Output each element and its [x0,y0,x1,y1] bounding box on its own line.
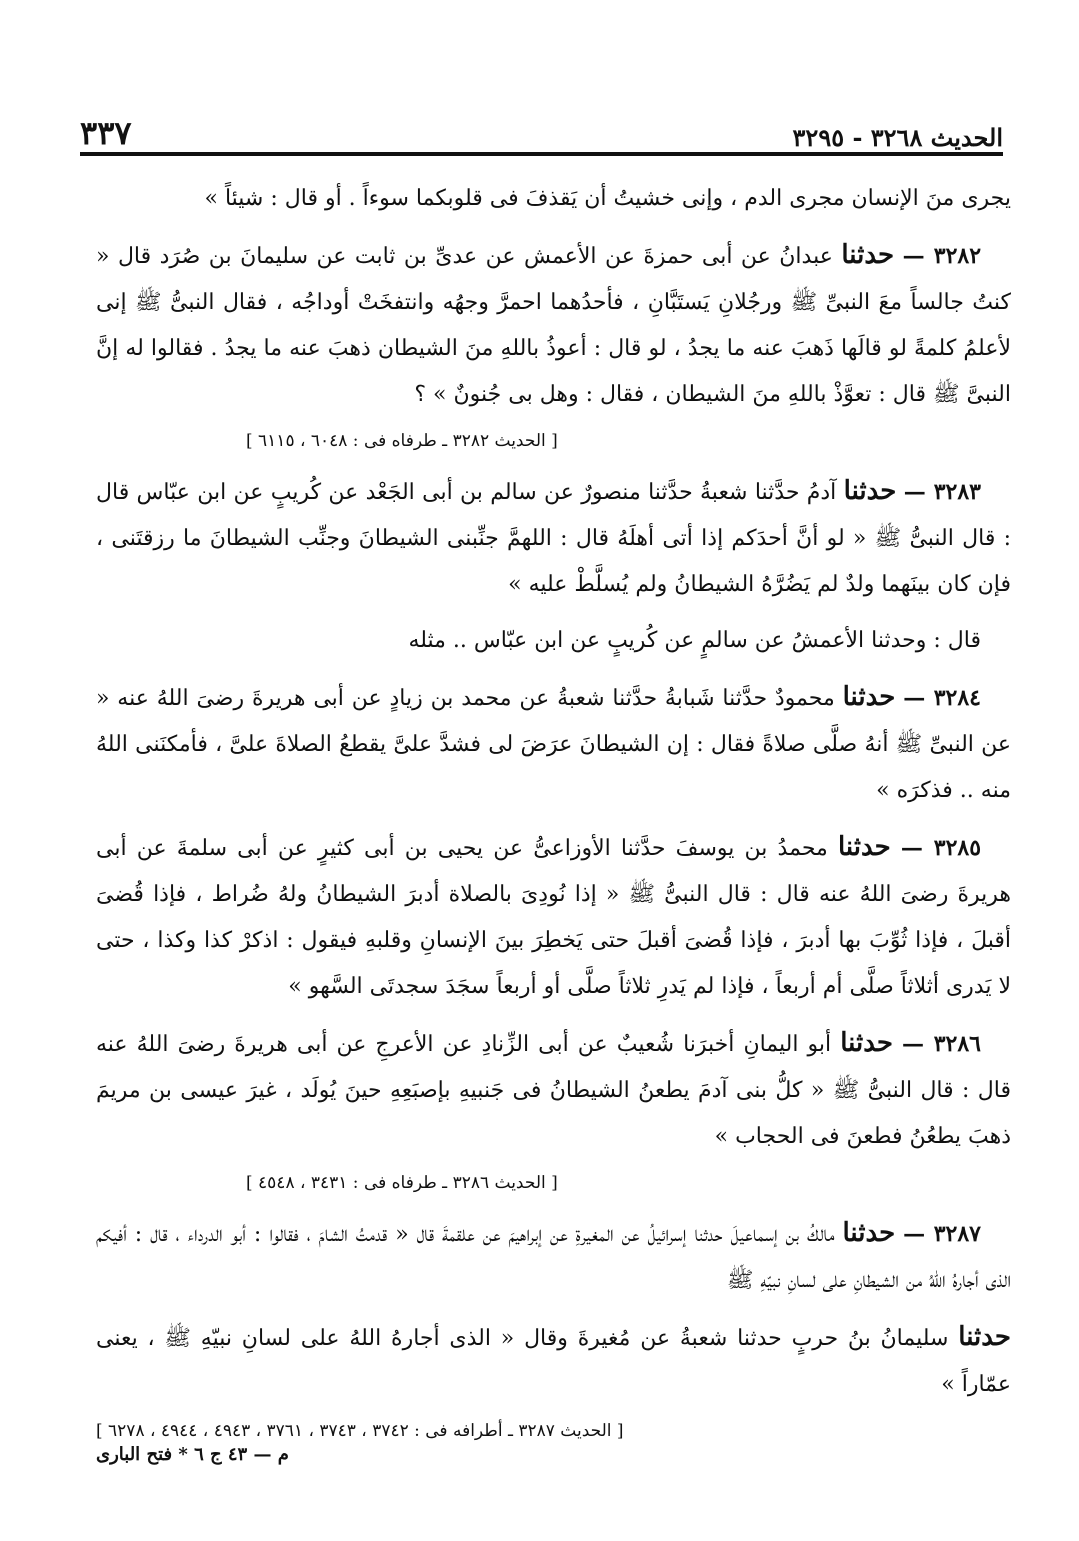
hadith-text: آدمُ حدَّثنا شعبةُ حدَّثنا منصورٌ عن سالم بن أبى الجَعْد عن كُريبٍ عن ابن عبّاس قال : قال النبىُّ ﷺ « لو أنَّ أحدَكم إذا أتى أهلَهُ قال : اللهمَّ جنِّبنى الشيطانَ وجنِّب الشيطانَ ما رزقتَنى ، فإن كان بينَهما ولدٌ لم يَضُرَّهُ الشيطانُ ولم يُسلَّطْ عليه » [96,480,1011,597]
hadith-text: عبدانُ عن أبى حمزةَ عن الأعمش عن عدىِّ بن ثابت عن سليمانَ بن صُرَد قال « كنتُ جالساً معَ النبىِّ ﷺ ورجُلانِ يَستَبَّانِ ، فأحدُهما احمرَّ وجهُه وانتفخَتْ أوداجُه ، فقال النبىُّ ﷺ إنى لأعلمُ كلمةً لو قالَها ذَهبَ عنه ما يجدُ ، لو قال : أعوذُ باللهِ منَ الشيطان ذهبَ عنه ما يجدُ . فقالوا له إنَّ النبىَّ ﷺ قال : تعوَّذْ باللهِ منَ الشيطان ، فقال : وهل بى جُنونٌ » ؟ [96,244,1011,407]
cross-reference-note: [ الحديث ٣٢٨٧ ـ أطرافه فى : ٣٧٤٢ ، ٣٧٤٣ ، ٣٧٦١ ، ٤٩٤٣ ، ٤٩٤٤ ، ٦٢٧٨ ] [96,1421,624,1441]
hadith-3285 [96,824,1011,1010]
hadith-opening: حدثنا [841,240,895,270]
hadith-3284 [96,674,1011,814]
hadith-opening: حدثنا [842,682,896,712]
running-title: الحديث ٣٢٦٨ - ٣٢٩٥ [792,123,1003,152]
hadith-opening: حدثنا [843,476,897,506]
hadith-3282 [96,232,1011,418]
hadith-number: ٣٢٨٣ — [903,479,981,505]
hadith-opening: حدثنا [958,1322,1011,1352]
hadith-text: محمدُ بن يوسفَ حدَّثنا الأوزاعىُّ عن يحيى بن أبى كثيرٍ عن أبى سلمةَ عن أبى هريرةَ رضىَ اللهُ عنه قال : قال النبىُّ ﷺ « إذا نُودِىَ بالصلاة أدبرَ الشيطانُ ولهُ ضُراط ، فإذا قُضىَ أقبلَ ، فإذا ثُوِّبَ بها أدبرَ ، فإذا قُضىَ أقبلَ حتى يَخطِرَ بينَ الإنسانِ وقلبهِ فيقول : اذكرْ كذا وكذا ، حتى لا يَدرى أثلاثاً صلَّى أم أربعاً ، فإذا لم يَدرِ ثلاثاً صلَّى أو أربعاً سجَدَ سجدتَى السَّهو » [96,836,1011,999]
continuation-paragraph: يجرى منَ الإنسان مجرى الدم ، وإنى خشيتُ أن يَقذفَ فى قلوبكما سوءاً . أو قال : شيئاً » [204,186,1011,211]
hadith-3287 [96,1210,1011,1304]
hadith-opening: حدثنا [838,832,891,862]
hadith-opening: حدثنا [842,1218,896,1248]
page-header [80,108,1003,152]
page-number: ٣٣٧ [80,114,132,152]
hadith-3283-addendum: قال : وحدثنا الأعمشُ عن سالمٍ عن كُريبٍ عن ابن عبّاس .. مثله [408,628,981,653]
hadith-3286 [96,1020,1011,1160]
hadith-number: ٣٢٨٤ — [903,685,981,711]
hadith-number: ٣٢٨٦ — [902,1031,981,1057]
hadith-3283 [96,468,1011,608]
header-rule [80,152,1003,156]
hadith-3287-second-chain [96,1314,1011,1408]
hadith-text: محمودٌ حدَّثنا شَبابةُ حدَّثنا شعبةُ عن محمد بن زيادٍ عن أبى هريرةَ رضىَ اللهُ عنه « عن النبىِّ ﷺ أنهُ صلَّى صلاةً فقال : إن الشيطانَ عرَضَ لى فشدَّ علىَّ يقطعُ الصلاةَ علىَّ ، فأمكنَنى اللهُ منه .. فذكرَه » [96,686,1011,803]
hadith-number: ٣٢٨٢ — [902,243,982,269]
hadith-number: ٣٢٨٧ — [903,1221,981,1247]
page-body [96,176,1011,1458]
cross-reference-note: [ الحديث ٣٢٨٢ ـ طرفاه فى : ٦٠٤٨ ، ٦١١٥ ] [246,431,558,451]
hadith-opening: حدثنا [840,1028,893,1058]
cross-reference-note: [ الحديث ٣٢٨٦ ـ طرفاه فى : ٣٤٣١ ، ٤٥٤٨ ] [246,1173,558,1193]
hadith-text: أبو اليمانِ أخبرَنا شُعيبٌ عن أبى الزِّنادِ عن الأعرجِ عن أبى هريرةَ رضىَ اللهُ عنه قال : قال النبىُّ ﷺ « كلُّ بنى آدمَ يطعنُ الشيطانُ فى جَنبيهِ بإصبَعِهِ حينَ يُولَد ، غيرَ عيسى بن مريمَ ذهبَ يطعُنُ فطعنَ فى الحجاب » [96,1032,1011,1149]
hadith-number: ٣٢٨٥ — [900,835,982,861]
hadith-text: مالكُ بن إسماعيلَ حدثنا إسرائيلُ عن المغيرةِ عن إبراهيمَ عن علقمةَ قال « قدمتُ الشامَ ، فقالوا : أبو الدرداء ، قال : أفيكم الذى أجارهُ اللهُ من الشيطانِ على لسانِ نبيّهِ ﷺ [96,1222,1011,1293]
page-footer-signature: م — ٤٣ ج ٦ * فتح البارى [96,1444,289,1465]
hadith-text: سليمانُ بنُ حربٍ حدثنا شعبةُ عن مُغيرةَ وقال « الذى أجارهُ اللهُ على لسانِ نبيّهِ ﷺ ، يعنى عمّاراً » [96,1326,1011,1397]
